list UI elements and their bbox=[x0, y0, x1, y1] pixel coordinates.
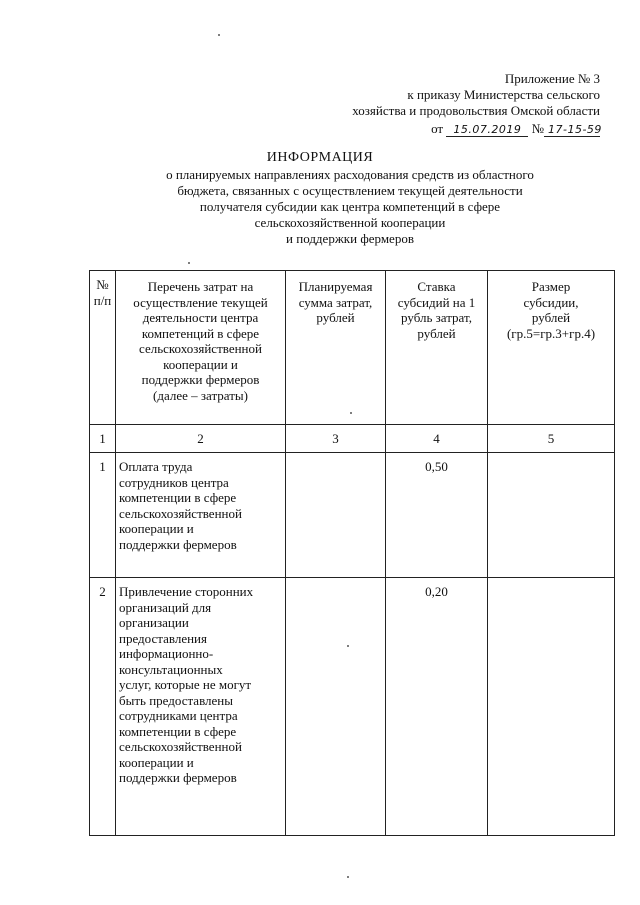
header-plan-line: рублей bbox=[316, 310, 355, 325]
row-description-line: сотрудников центра bbox=[119, 474, 229, 490]
row-subsidy-size bbox=[488, 453, 615, 578]
column-number-row bbox=[90, 425, 615, 453]
document-title: ИНФОРМАЦИЯ bbox=[266, 150, 374, 165]
row-description-line: кооперации и bbox=[119, 754, 194, 770]
column-number: 4 bbox=[386, 425, 488, 453]
header-plan-line: сумма затрат, bbox=[298, 294, 373, 310]
header-num-line: № bbox=[96, 277, 109, 292]
costs-table bbox=[89, 270, 615, 836]
header-desc-line: сельскохозяйственной bbox=[139, 341, 262, 356]
header-rate-line: Ставка bbox=[417, 279, 456, 294]
header-num-line: п/п bbox=[93, 292, 112, 308]
subtitle-line: и поддержки фермеров bbox=[286, 231, 414, 246]
row-description-line: компетенции в сфере bbox=[119, 490, 237, 505]
number-prefix: № bbox=[531, 121, 544, 136]
table-row bbox=[90, 453, 615, 578]
header-desc bbox=[116, 271, 286, 425]
row-description-line: Оплата труда bbox=[119, 459, 193, 474]
header-desc-line: осуществление текущей bbox=[133, 294, 268, 310]
row-description-line: компетенции в сфере bbox=[119, 723, 237, 739]
scan-speck bbox=[350, 412, 352, 414]
scan-speck bbox=[188, 262, 190, 264]
column-number: 2 bbox=[116, 425, 286, 453]
row-description-line: консультационных bbox=[119, 661, 223, 677]
row-description-line: организаций для bbox=[119, 599, 212, 615]
row-description-line: услуг, которые не могут bbox=[119, 677, 252, 692]
annex-label: Приложение № 3 bbox=[504, 71, 600, 86]
row-number: 2 bbox=[90, 578, 116, 836]
row-description-line: быть предоставлены bbox=[119, 692, 233, 708]
row-description-line: организации bbox=[119, 615, 189, 630]
handwritten-date: 15.07.2019 bbox=[446, 124, 528, 137]
header-rate bbox=[386, 271, 488, 425]
column-number: 3 bbox=[286, 425, 386, 453]
header-rate-line: рублей bbox=[417, 325, 456, 341]
row-description-line: информационно- bbox=[119, 646, 214, 661]
subtitle-line: получателя субсидии как центра компетенций в сфере bbox=[199, 199, 501, 214]
scan-speck bbox=[218, 34, 220, 36]
row-description-line: предоставления bbox=[119, 630, 207, 646]
row-description-line: Привлечение сторонних bbox=[119, 584, 254, 599]
row-description bbox=[116, 453, 286, 578]
subtitle-line: сельскохозяйственной кооперации bbox=[254, 215, 446, 230]
handwritten-number: 17-15-59 bbox=[544, 124, 600, 137]
column-number: 1 bbox=[90, 425, 116, 453]
row-description bbox=[116, 578, 286, 836]
row-rate: 0,20 bbox=[386, 578, 488, 836]
row-subsidy-size bbox=[488, 578, 615, 836]
annex-order-line: к приказу Министерства сельского bbox=[407, 87, 600, 102]
row-description-line: сельскохозяйственной bbox=[119, 739, 242, 754]
document-subtitle bbox=[120, 167, 580, 247]
header-size bbox=[488, 271, 615, 425]
row-description-line: сельскохозяйственной bbox=[119, 505, 242, 521]
row-description-line: сотрудниками центра bbox=[119, 708, 238, 723]
column-number: 5 bbox=[488, 425, 615, 453]
table-header-row bbox=[90, 271, 615, 425]
header-size-line: (гр.5=гр.3+гр.4) bbox=[506, 325, 596, 341]
header-plan-line: Планируемая bbox=[298, 279, 373, 294]
header-plan bbox=[286, 271, 386, 425]
scan-speck bbox=[347, 645, 349, 647]
scan-speck bbox=[347, 876, 349, 878]
row-number: 1 bbox=[90, 453, 116, 578]
annex-reference bbox=[431, 121, 600, 137]
row-planned-sum bbox=[286, 578, 386, 836]
header-desc-line: компетенций в сфере bbox=[141, 325, 260, 341]
row-planned-sum bbox=[286, 453, 386, 578]
header-size-line: Размер bbox=[531, 279, 571, 294]
header-desc-line: деятельности центра bbox=[142, 310, 259, 325]
row-description-line: поддержки фермеров bbox=[119, 770, 237, 785]
header-desc-line: Перечень затрат на bbox=[147, 279, 254, 294]
header-desc-line: поддержки фермеров bbox=[141, 372, 260, 387]
header-rate-line: субсидий на 1 bbox=[397, 294, 476, 310]
row-rate: 0,50 bbox=[386, 453, 488, 578]
header-size-line: субсидии, bbox=[523, 294, 579, 310]
header-desc-line: (далее – затраты) bbox=[153, 387, 248, 403]
table-row bbox=[90, 578, 615, 836]
annex-ministry-line: хозяйства и продовольствия Омской области bbox=[352, 103, 600, 118]
subtitle-line: о планируемых направлениях расходования средств из областного bbox=[166, 167, 534, 182]
row-description-line: поддержки фермеров bbox=[119, 536, 237, 552]
date-prefix: от bbox=[431, 121, 444, 136]
row-description-line: кооперации и bbox=[119, 521, 194, 536]
header-size-line: рублей bbox=[531, 310, 571, 325]
subtitle-line: бюджета, связанных с осуществлением текущей деятельности bbox=[177, 183, 523, 198]
header-num bbox=[90, 271, 116, 425]
header-desc-line: кооперации и bbox=[163, 356, 238, 372]
header-rate-line: рубль затрат, bbox=[401, 310, 472, 325]
